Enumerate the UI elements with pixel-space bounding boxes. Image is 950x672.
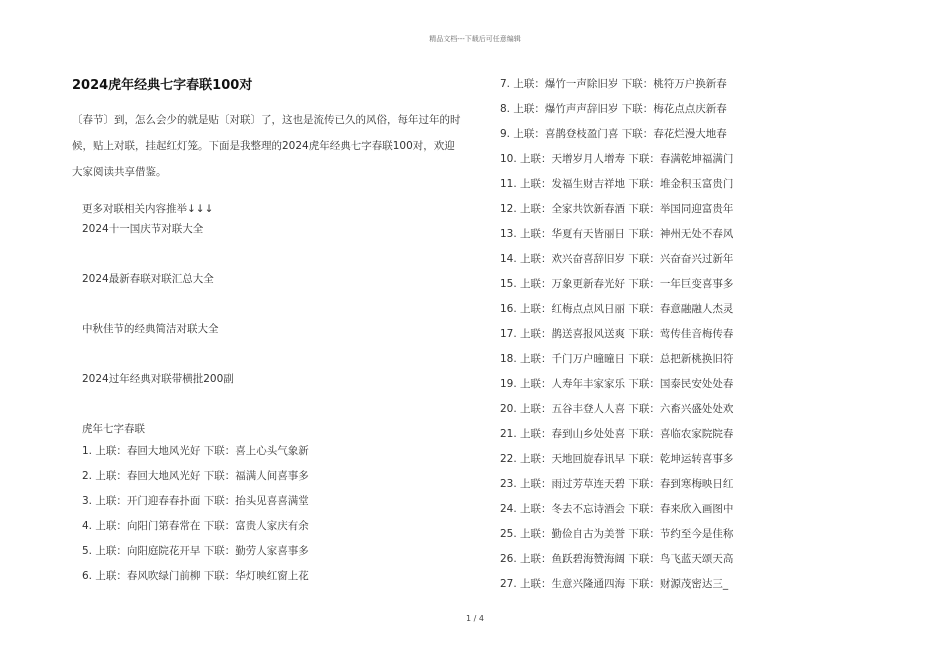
document-title: 2024虎年经典七字春联100对 bbox=[72, 78, 253, 93]
couplet-item: 18. 上联：千门万户曈曈日 下联：总把新桃换旧符 bbox=[500, 353, 734, 365]
couplet-item: 7. 上联：爆竹一声除旧岁 下联：桃符万户换新春 bbox=[500, 78, 727, 90]
couplet-item: 4. 上联：向阳门第春常在 下联：富贵人家庆有余 bbox=[82, 520, 309, 532]
left-column bbox=[72, 74, 472, 589]
couplet-item: 14. 上联：欢兴奋喜辞旧岁 下联：兴奋奋兴过新年 bbox=[500, 253, 734, 265]
recommend-heading: 更多对联相关内容推举↓↓↓ bbox=[82, 203, 214, 215]
couplet-item: 11. 上联：发福生财吉祥地 下联：堆金积玉富贵门 bbox=[500, 178, 734, 190]
couplet-item: 8. 上联：爆竹声声辞旧岁 下联：梅花点点庆新春 bbox=[500, 103, 727, 115]
couplet-item: 24. 上联：冬去不忘诗酒会 下联：春来欣入画图中 bbox=[500, 503, 734, 515]
couplet-item: 13. 上联：华夏有天皆丽日 下联：神州无处不春风 bbox=[500, 228, 734, 240]
recommend-link[interactable]: 2024过年经典对联带横批200副 bbox=[82, 373, 234, 385]
section-heading: 虎年七字春联 bbox=[82, 423, 145, 435]
couplet-item: 17. 上联：鹊送喜报风送爽 下联：莺传佳音梅传春 bbox=[500, 328, 734, 340]
couplet-item: 25. 上联：勤俭自古为美誉 下联：节约至今是佳称 bbox=[500, 528, 734, 540]
couplet-item: 15. 上联：万象更新春光好 下联：一年巨变喜事多 bbox=[500, 278, 734, 290]
page-header: 精品文档---下载后可任意编辑 bbox=[429, 35, 521, 43]
page-number: 1 / 4 bbox=[466, 614, 484, 623]
couplet-item: 20. 上联：五谷丰登人人喜 下联：六畜兴盛处处欢 bbox=[500, 403, 734, 415]
couplet-item: 1. 上联：春回大地风光好 下联：喜上心头气象新 bbox=[82, 445, 309, 457]
intro-paragraph: 〔春节〕到，怎么会少的就是贴〔对联〕了，这也是流传已久的风俗，每年过年的时候，贴上对联，挂起红灯笼。下面是我整理的2024虎年经典七字春联100对，欢迎大家阅读共享借鉴。 bbox=[72, 114, 461, 178]
couplet-item: 16. 上联：红梅点点风日丽 下联：春意融融人杰灵 bbox=[500, 303, 734, 315]
couplet-item: 5. 上联：向阳庭院花开早 下联：勤劳人家喜事多 bbox=[82, 545, 309, 557]
recommend-link[interactable]: 2024十一国庆节对联大全 bbox=[82, 223, 204, 235]
couplet-item: 6. 上联：春风吹绿门前柳 下联：华灯映红窗上花 bbox=[82, 570, 309, 582]
couplet-item: 22. 上联：天地回旋春讯早 下联：乾坤运转喜事多 bbox=[500, 453, 734, 465]
couplet-item: 23. 上联：雨过芳草连天碧 下联：春到寒梅映日红 bbox=[500, 478, 734, 490]
couplet-item: 3. 上联：开门迎春春扑面 下联：抬头见喜喜满堂 bbox=[82, 495, 309, 507]
couplet-item: 21. 上联：春到山乡处处喜 下联：喜临农家院院春 bbox=[500, 428, 734, 440]
couplet-item: 2. 上联：春回大地风光好 下联：福满人间喜事多 bbox=[82, 470, 309, 482]
recommend-link[interactable]: 2024最新春联对联汇总大全 bbox=[82, 273, 214, 285]
recommend-link[interactable]: 中秋佳节的经典简洁对联大全 bbox=[82, 323, 219, 335]
couplet-item: 12. 上联：全家共饮新春酒 下联：举国同迎富贵年 bbox=[500, 203, 734, 215]
couplet-item: 26. 上联：鱼跃碧海赞海阔 下联：鸟飞蓝天颂天高 bbox=[500, 553, 734, 565]
couplet-item: 9. 上联：喜鹊登枝盈门喜 下联：春花烂漫大地春 bbox=[500, 128, 727, 140]
couplet-item: 19. 上联：人寿年丰家家乐 下联：国泰民安处处春 bbox=[500, 378, 734, 390]
couplet-item: 10. 上联：天增岁月人增寿 下联：春满乾坤福满门 bbox=[500, 153, 734, 165]
right-column bbox=[500, 72, 800, 597]
couplet-item: 27. 上联：生意兴隆通四海 下联：财源茂密达三_ bbox=[500, 578, 729, 590]
